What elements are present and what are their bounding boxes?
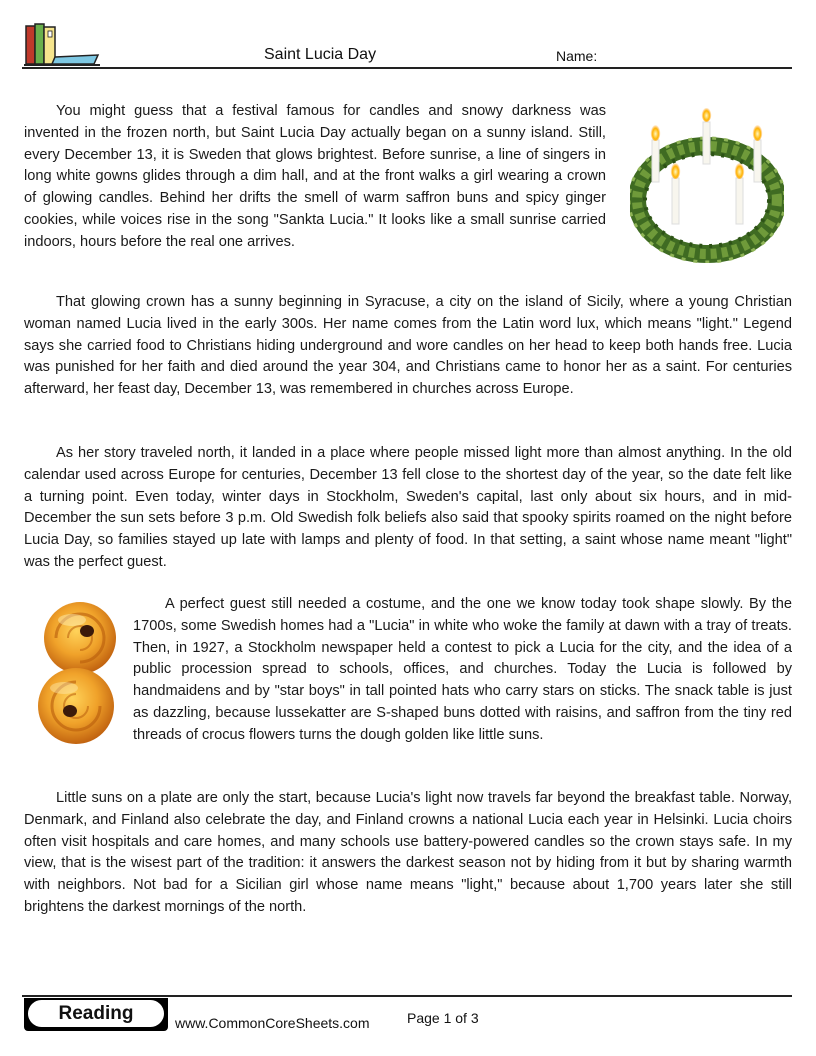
paragraph-3: As her story traveled north, it landed in a place where people missed light more than almost anything. In the old calendar used across Europe for centuries, December 13 fell close to the shortest day of the year, so the date felt like a turning point. Even today, winter days in Stockholm, Sweden's capital, last only about six hours, and in mid-December the sun sets before 3 p.m. Old Swedish folk beliefs also said that spooky spirits roamed on the night before Lucia Day, so families stayed up late with lamps and plenty of food. In that setting, a saint whose name meant "light" was the perfect guest.: [24, 445, 792, 570]
site-url: www.CommonCoreSheets.com: [175, 1015, 370, 1031]
paragraph-2: That glowing crown has a sunny beginning in Syracuse, a city on the island of Sicily, where a young Christian woman named Lucia lived in the early 300s. Her name comes from the Latin word lux, which means "light." Legend says she carried food to Christians hiding underground and wore candles on her head to keep both hands free. Lucia was punished for her faith and died around the year 304, and Christians came to honor her as a saint. For centuries afterward, her feast day, December 13, was remembered in churches across Europe.: [24, 294, 792, 398]
paragraph-1: You might guess that a festival famous for candles and snowy darkness was invented in the frozen north, but Saint Lucia Day actually began on a sunny island. Still, every December 13, it is Sweden that glows brightest. Before sunrise, a line of singers in long white gowns glides through a dim hall, and at the front walks a girl wearing a crown of glowing candles. Behind her drifts the smell of warm saffron buns and spicy ginger cookies, while voices rise in the song "Sankta Lucia." It looks like a small sunrise carried indoors, hours before the real one arrives.: [24, 103, 606, 250]
header-divider: [22, 67, 792, 69]
saffron-bun-image: [30, 598, 126, 748]
candle-wreath-image: [630, 108, 784, 263]
subject-badge-label: Reading: [28, 1000, 164, 1027]
subject-badge: [24, 998, 168, 1031]
page-number: Page 1 of 3: [407, 1010, 479, 1026]
name-label: Name:: [556, 48, 598, 64]
paragraph-5: Little suns on a plate are only the start, because Lucia's light now travels far beyond the breakfast table. Norway, Denmark, and Finland also celebrate the day, and Finland crowns a national Lucia each year in Helsinki. Lucia choirs often visit hospitals and care homes, and many schools use battery-powered candles so the crown stays safe. In my view, that is the wisest part of the tradition: it answers the darkest season not by hiding from it but by sharing warmth with neighbors. Not bad for a Sicilian girl whose name means "light," because about 1,700 years later she still brightens the darkest mornings of the north.: [24, 790, 792, 915]
footer-divider: [22, 995, 792, 997]
page-title: Saint Lucia Day: [264, 46, 377, 63]
paragraph-4: A perfect guest still needed a costume, and the one we know today took shape slowly. By the 1700s, some Swedish homes had a "Lucia" in white who woke the family at dawn with a tray of treats. Then, in 1927, a Stockholm newspaper held a contest to pick a Lucia for the city, and the idea of a public procession spread to schools, offices, and churches. Today the Lucia is followed by handmaidens and by "star boys" in tall pointed hats who carry stars on sticks. The snack table is just as dazzling, because lussekatter are S-shaped buns dotted with raisins, and saffron from the tiny red threads of crocus flowers turns the dough golden like little suns.: [133, 596, 792, 743]
books-icon: [22, 22, 102, 68]
